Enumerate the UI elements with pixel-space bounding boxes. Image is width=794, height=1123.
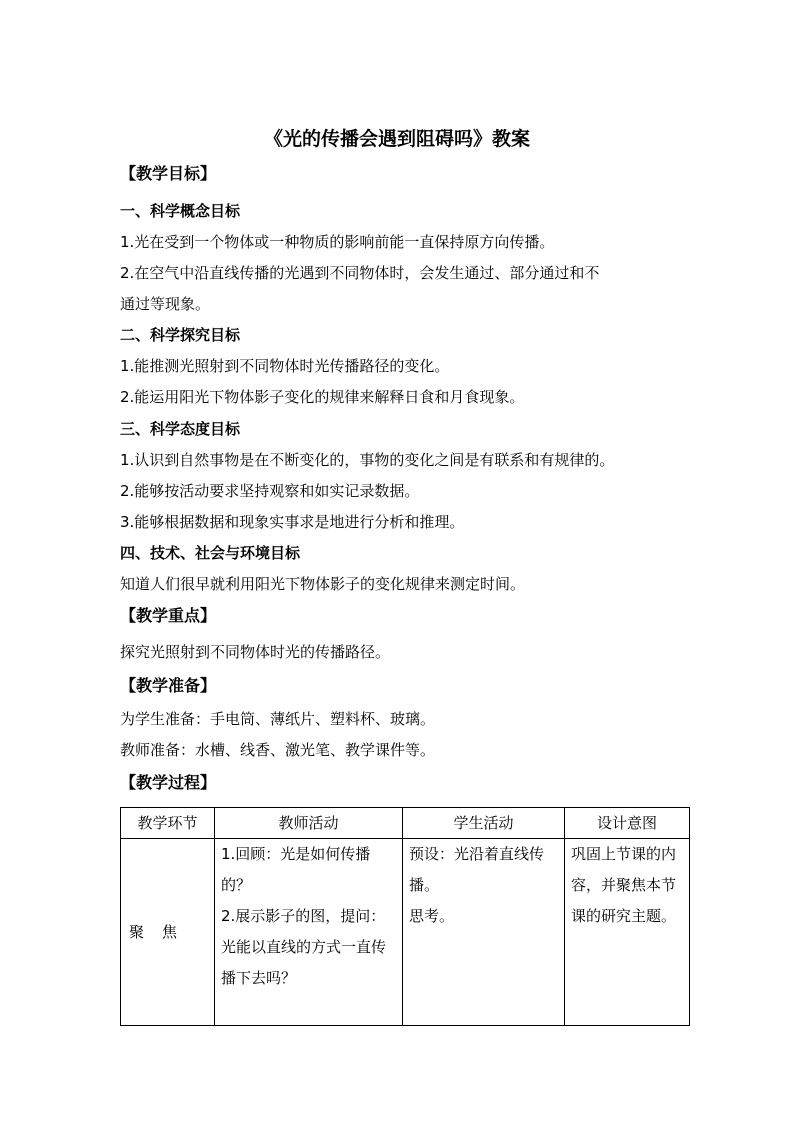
- page-title: 《光的传播会遇到阻碍吗》教案: [263, 128, 530, 150]
- heading-attitude-goals: 三、科学态度目标: [120, 420, 241, 438]
- stse-goal-1: 知道人们很早就利用阳光下物体影子的变化规律来测定时间。: [120, 575, 526, 593]
- design-intent-cell: 巩固上节课的内容，并聚焦本节课的研究主题。: [565, 839, 690, 1026]
- student-activity-2: 思考。: [409, 907, 455, 925]
- table-header-row: [121, 808, 690, 839]
- inquiry-goal-1: 1.能推测光照射到不同物体时光传播路径的变化。: [120, 357, 450, 375]
- heading-key-points: 【教学重点】: [120, 606, 217, 625]
- attitude-goal-2: 2.能够按活动要求坚持观察和如实记录数据。: [120, 482, 420, 500]
- table-row: [121, 839, 690, 1026]
- heading-stse-goals: 四、技术、社会与环境目标: [120, 544, 301, 562]
- teacher-activity-cell: [215, 839, 403, 1026]
- prep-student: 为学生准备：手电筒、薄纸片、塑料杯、玻璃。: [120, 710, 436, 728]
- heading-preparation: 【教学准备】: [120, 676, 217, 695]
- attitude-goal-3: 3.能够根据数据和现象实事求是地进行分析和推理。: [120, 513, 465, 531]
- prep-teacher: 教师准备：水槽、线香、激光笔、教学课件等。: [120, 741, 436, 759]
- student-activity-cell: [403, 839, 565, 1026]
- teacher-activity-2: 2.展示影子的图，提问：光能以直线的方式一直传播下去吗？: [221, 907, 387, 987]
- stage-cell: 聚焦: [121, 839, 215, 1026]
- header-student-activity: 学生活动: [403, 808, 565, 839]
- inquiry-goal-2: 2.能运用阳光下物体影子变化的规律来解释日食和月食现象。: [120, 388, 525, 406]
- heading-process: 【教学过程】: [120, 773, 217, 792]
- lesson-process-table: [120, 807, 690, 1026]
- heading-concept-goals: 一、科学概念目标: [120, 202, 241, 220]
- key-points-text: 探究光照射到不同物体时光的传播路径。: [120, 643, 391, 661]
- attitude-goal-1: 1.认识到自然事物是在不断变化的，事物的变化之间是有联系和有规律的。: [120, 451, 615, 469]
- heading-objectives: 【教学目标】: [120, 164, 217, 183]
- concept-goal-2-continued: 通过等现象。: [120, 295, 211, 313]
- header-teacher-activity: 教师活动: [215, 808, 403, 839]
- concept-goal-2: 2.在空气中沿直线传播的光遇到不同物体时，会发生通过、部分通过和不: [120, 264, 600, 282]
- concept-goal-1: 1.光在受到一个物体或一种物质的影响前能一直保持原方向传播。: [120, 233, 555, 251]
- teacher-activity-1: 1.回顾：光是如何传播的？: [221, 845, 371, 894]
- header-design-intent: 设计意图: [565, 808, 690, 839]
- student-activity-1: 预设：光沿着直线传播。: [409, 845, 545, 894]
- header-stage: 教学环节: [121, 808, 215, 839]
- heading-inquiry-goals: 二、科学探究目标: [120, 326, 241, 344]
